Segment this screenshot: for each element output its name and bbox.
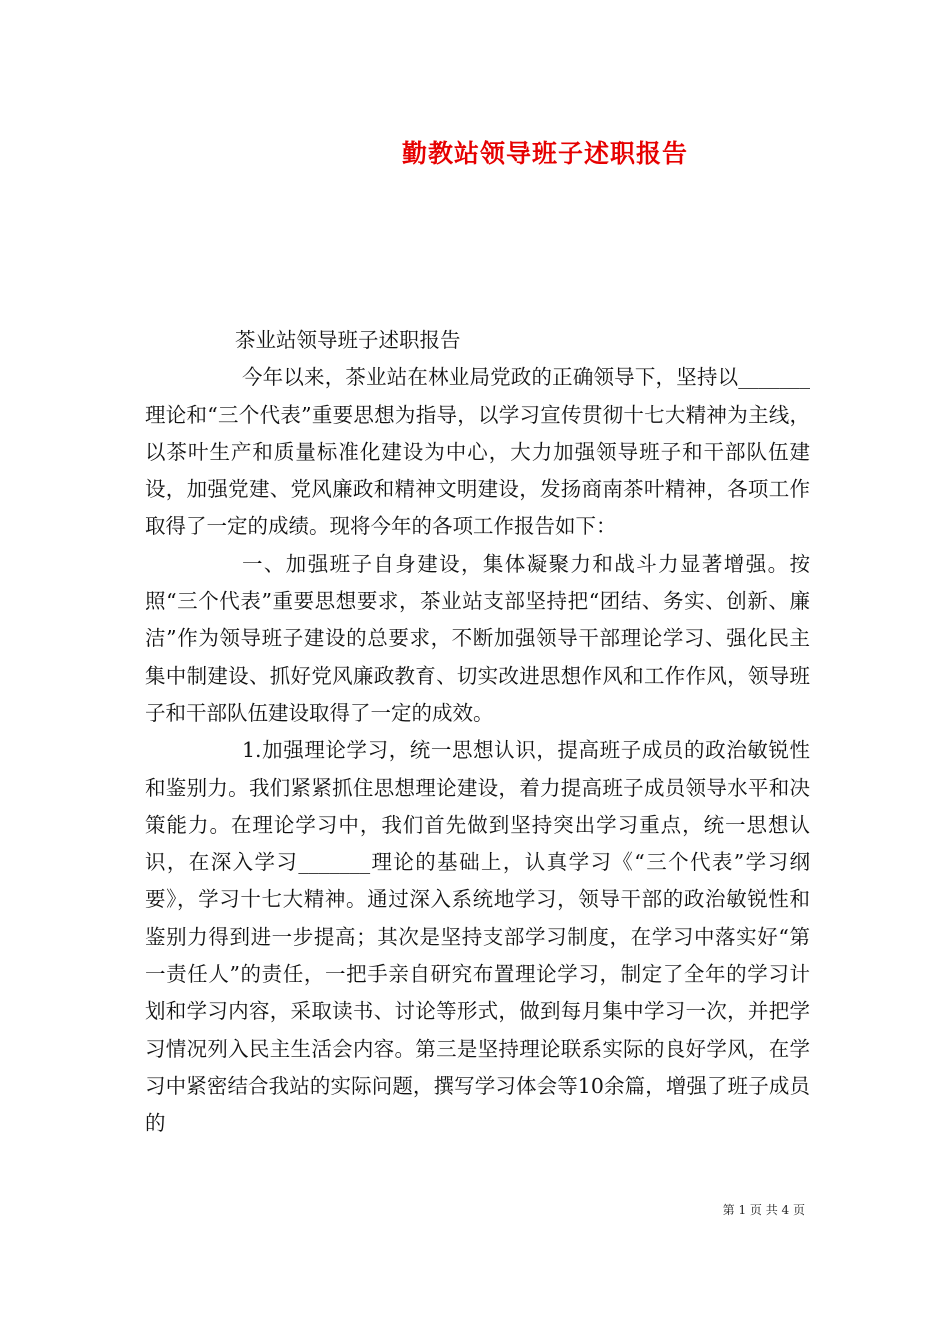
paragraph-intro: 今年以来，茶业站在林业局党政的正确领导下，坚持以_______理论和“三个代表”重要思想为指导，以学习宣传贯彻十七大精神为主线，以茶叶生产和质量标准化建设为中心，大力加强领导班子和干部队伍建设，加强党建、党风廉政和精神文明建设，发扬商南茶叶精神，各项工作取得了一定的成绩。现将今年的各项工作报告如下： bbox=[145, 365, 810, 539]
paragraph-item-one: 1.加强理论学习，统一思想认识，提高班子成员的政治敏锐性和鉴别力。我们紧紧抓住思想理论建设，着力提高班子成员领导水平和决策能力。在理论学习中，我们首先做到坚持突出学习重点，统一思想认识，在深入学习_______理论的基础上，认真学习《“三个代表”学习纲要》，学习十七大精神。通过深入系统地学习，领导干部的政治敏锐性和鉴别力得到进一步提高；其次是坚持支部学习制度，在学习中落实好“第一责任人”的责任，一把手亲自研究布置理论学习，制定了全年的学习计划和学习内容，采取读书、讨论等形式，做到每月集中学习一次，并把学习情况列入民主生活会内容。第三是坚持理论联系实际的良好学风，在学习中紧密结合我站的实际问题，撰写学习体会等10余篇，增强了班子成员的 bbox=[145, 738, 810, 1136]
page-number: 第 1 页 共 4 页 bbox=[722, 1203, 805, 1217]
paragraph-section-one: 一、加强班子自身建设，集体凝聚力和战斗力显著增强。按照“三个代表”重要思想要求，茶业站支部坚持把“团结、务实、创新、廉洁”作为领导班子建设的总要求，不断加强领导干部理论学习、强化民主集中制建设、抓好党风廉政教育、切实改进思想作风和工作作风，领导班子和干部队伍建设取得了一定的成效。 bbox=[145, 551, 810, 725]
document-body bbox=[145, 322, 810, 1143]
page-title: 勤教站领导班子述职报告 bbox=[401, 139, 688, 168]
document-subtitle: 茶业站领导班子述职报告 bbox=[235, 328, 461, 352]
